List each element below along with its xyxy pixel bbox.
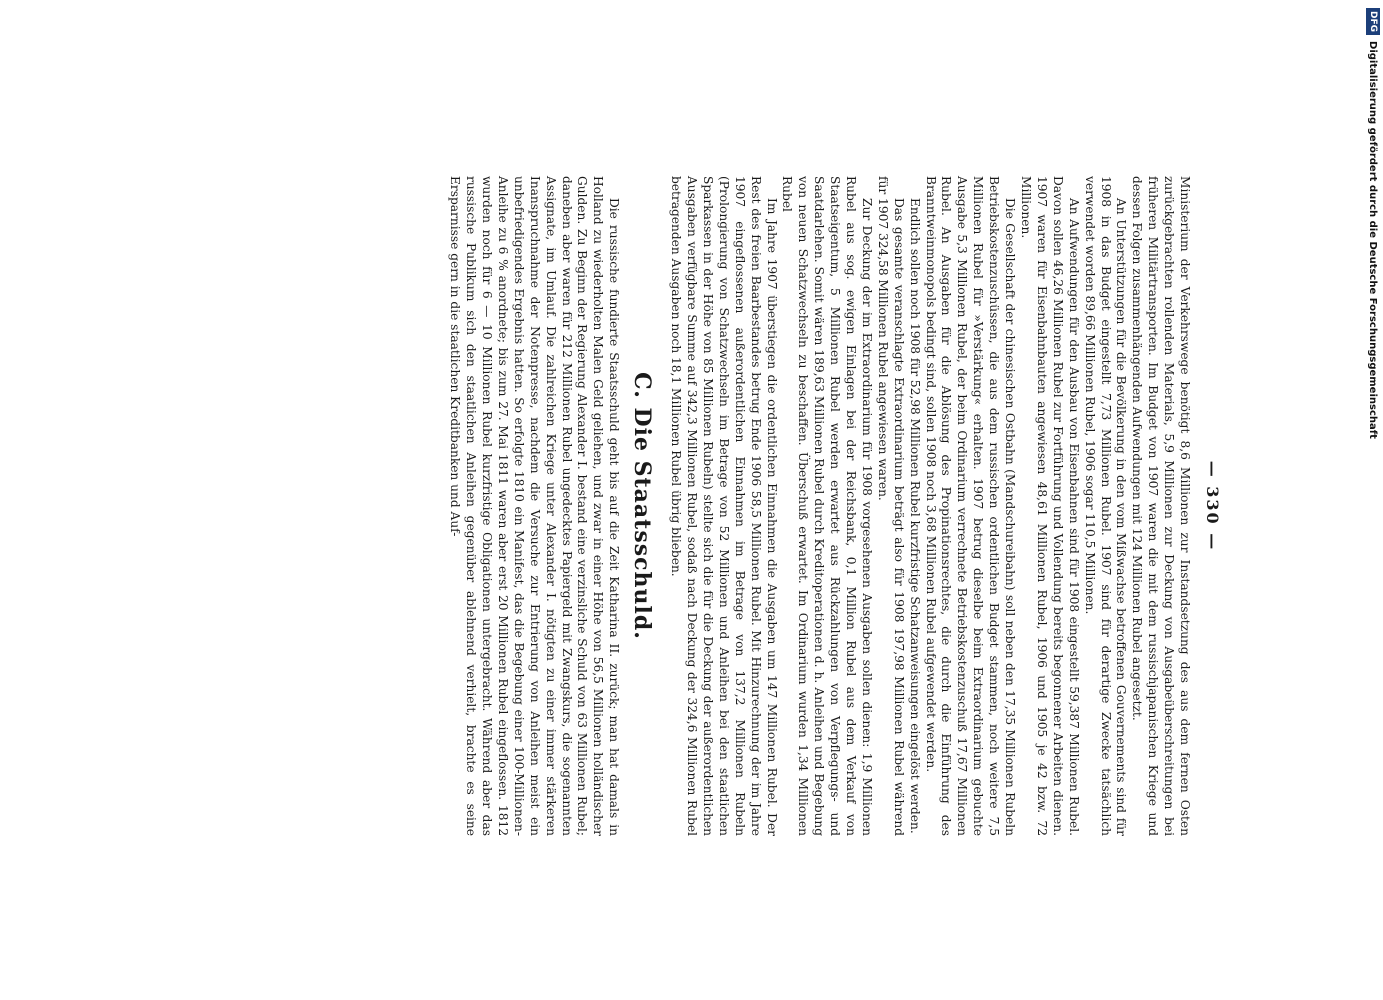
paragraph: Im Jahre 1907 überstiegen die ordentlichen Einnahmen die Ausgaben um 147 Millionen Rubel. Der Rest des freien Baarbestandes betrug Ende 1906 58,5 Millionen Rubel. Mit Hinzurechnung der im Jahre 1907 eingeflossenen außerordentlichen Einnahmen im Betrage von 137,2 Millionen Rubeln (Prolongierung von Schatzwechseln im Betrage von 52 Millionen und Anleihen bei den staatlichen Sparkassen in der Höhe von 85 Millionen Rubeln) stellte sich die für die Deckung der außerordentlichen Ausgaben verfügbare Summe auf 342,3 Millionen Rubel, sodaß nach Deckung der 324,6 Millionen Rubel betragenden Ausgaben noch 18,1 Millionen Rubel übrig blieben. — [669, 176, 779, 836]
page-content — [140, 176, 1220, 836]
paragraph: Die Gesellschaft der chinesischen Ostbahn (Mandschureibahn) soll neben den 17,35 Millionen Rubeln Betriebskostenzuschüssen, die aus dem russischen ordentlichen Budget stammen, noch weitere 7,5 Millionen Rubel für »Verstärkung« erhalten. 1907 betrug dieselbe beim Extraordinarium gebuchte Ausgabe 5,3 Millionen Rubel, der beim Ordinarium verrechnete Betriebskostenzuschuß 17,67 Millionen Rubel. An Ausgaben für die Ablösung des Propinationsrechtes, die durch die Einführung des Branntweinmonopols bedingt sind, sollen 1908 noch 3,68 Millionen Rubel aufgewendet werden. — [923, 176, 1018, 836]
dfg-logo-icon: DFG — [1366, 8, 1380, 35]
paragraph: Zur Deckung der im Extraordinarium für 1908 vorgesehenen Ausgaben sollen dienen: 1,9 Millionen Rubel aus sog. ewigen Einlagen bei der Reichsbank, 0,1 Million Rubel aus dem Verkauf von Staatseigentum, 5 Millionen Rubel werden erwartet aus Rückzahlungen von Verpflegungs- und Saatdarlehen. Somit wären 189,63 Millionen Rubel durch Kreditoperationen d. h. Anleihen und Begebung von neuen Schatzwechseln zu beschaffen. Überschuß erwartet. Im Ordinarium wurden 1,34 Millionen Rubel — [780, 176, 874, 836]
paragraph: Das gesamte veranschlagte Extraordinarium beträgt also für 1908 197,98 Millionen Rubel während für 1907 324,58 Millionen Rubel angewiesen waren. — [875, 176, 906, 836]
section-paragraph: Die russische fundierte Staatsschuld geht bis auf die Zeit Katharina II. zurück; man hat damals in Holland zu wiederholten Malen Geld geliehen, und zwar in einer Höhe von 56,5 Millionen holländischer Gulden. Zu Beginn der Regierung Alexander I. bestand eine verzinsliche Schuld von 63 Millionen Rubel; daneben aber waren für 212 Millionen Rubel ungedecktes Papiergeld mit Zwangskurs, die sogenannten Assignate, im Umlauf. Die zahlreichen Kriege unter Alexander I. nötigten zu einer immer stärkeren Inanspruchnahme der Notenpresse, nachdem die Versuche zur Entrierung von Anleihen meist ein unbefriedigendes Ergebnis hatten. So erfolgte 1810 ein Manifest, das die Begebung einer 100-Millionen-Anleihe zu 6 % anordnete; bis zum 27. Mai 1811 waren aber erst 20 Millionen Rubel eingeflossen. 1812 wurden noch für 6 — 10 Millionen Rubel kurzfristige Obligationen untergebracht. Während aber das russische Publikum sich den staatlichen Anleihen gegenüber ablehnend verhielt, brachte es seine Ersparnisse gern in die staatlichen Kreditbanken und Auf- — [448, 176, 622, 836]
paragraph: Ministerium der Verkehrswege benötigt 8,6 Millionen zur Instandsetzung des aus dem fernen Osten zurückgebrachten rollenden Materials, 5,9 Millionen zur Deckung von Ausgabeüberschreitungen bei früheren Militärtransporten. Im Budget von 1907 waren die mit dem russischjapanischen Kriege und dessen Folgen zusammenhängenden Aufwendungen mit 124 Millionen Rubel angesetzt. — [1130, 176, 1193, 836]
credit-text: Digitalisierung gefördert durch die Deutsche Forschungsgemeinschaft — [1367, 41, 1378, 439]
section-title: C. Die Staatsschuld. — [629, 372, 656, 640]
digitization-credit — [1362, 8, 1382, 992]
paragraph: An Aufwendungen für den Ausbau von Eisenbahnen sind für 1908 eingestellt 59,387 Millionen Rubel. Davon sollen 46,26 Millionen Rubel zur Fortführung und Vollendung bereits begonnener Arbeiten dienen. 1907 waren für Eisenbahnbauten angewiesen 48,61 Millionen Rubel, 1906 und 1905 je 42 bzw. 72 Millionen. — [1019, 176, 1081, 836]
page-number: — 330 — — [1203, 460, 1222, 552]
paragraph: Endlich sollen noch 1908 für 52,98 Millionen Rubel kurzfristige Schatzanweisungen eingelöst werden. — [907, 198, 922, 834]
paragraph: An Unterstützungen für die Bevölkerung in den vom Mißwachse betroffenen Gouvernements sind für 1908 in das Budget eingestellt 7,73 Millionen Rubel. 1907 sind für derartige Zwecke tatsächlich verwendet worden 89,66 Millionen Rubel, 1906 sogar 110,5 Millionen. — [1082, 176, 1129, 836]
